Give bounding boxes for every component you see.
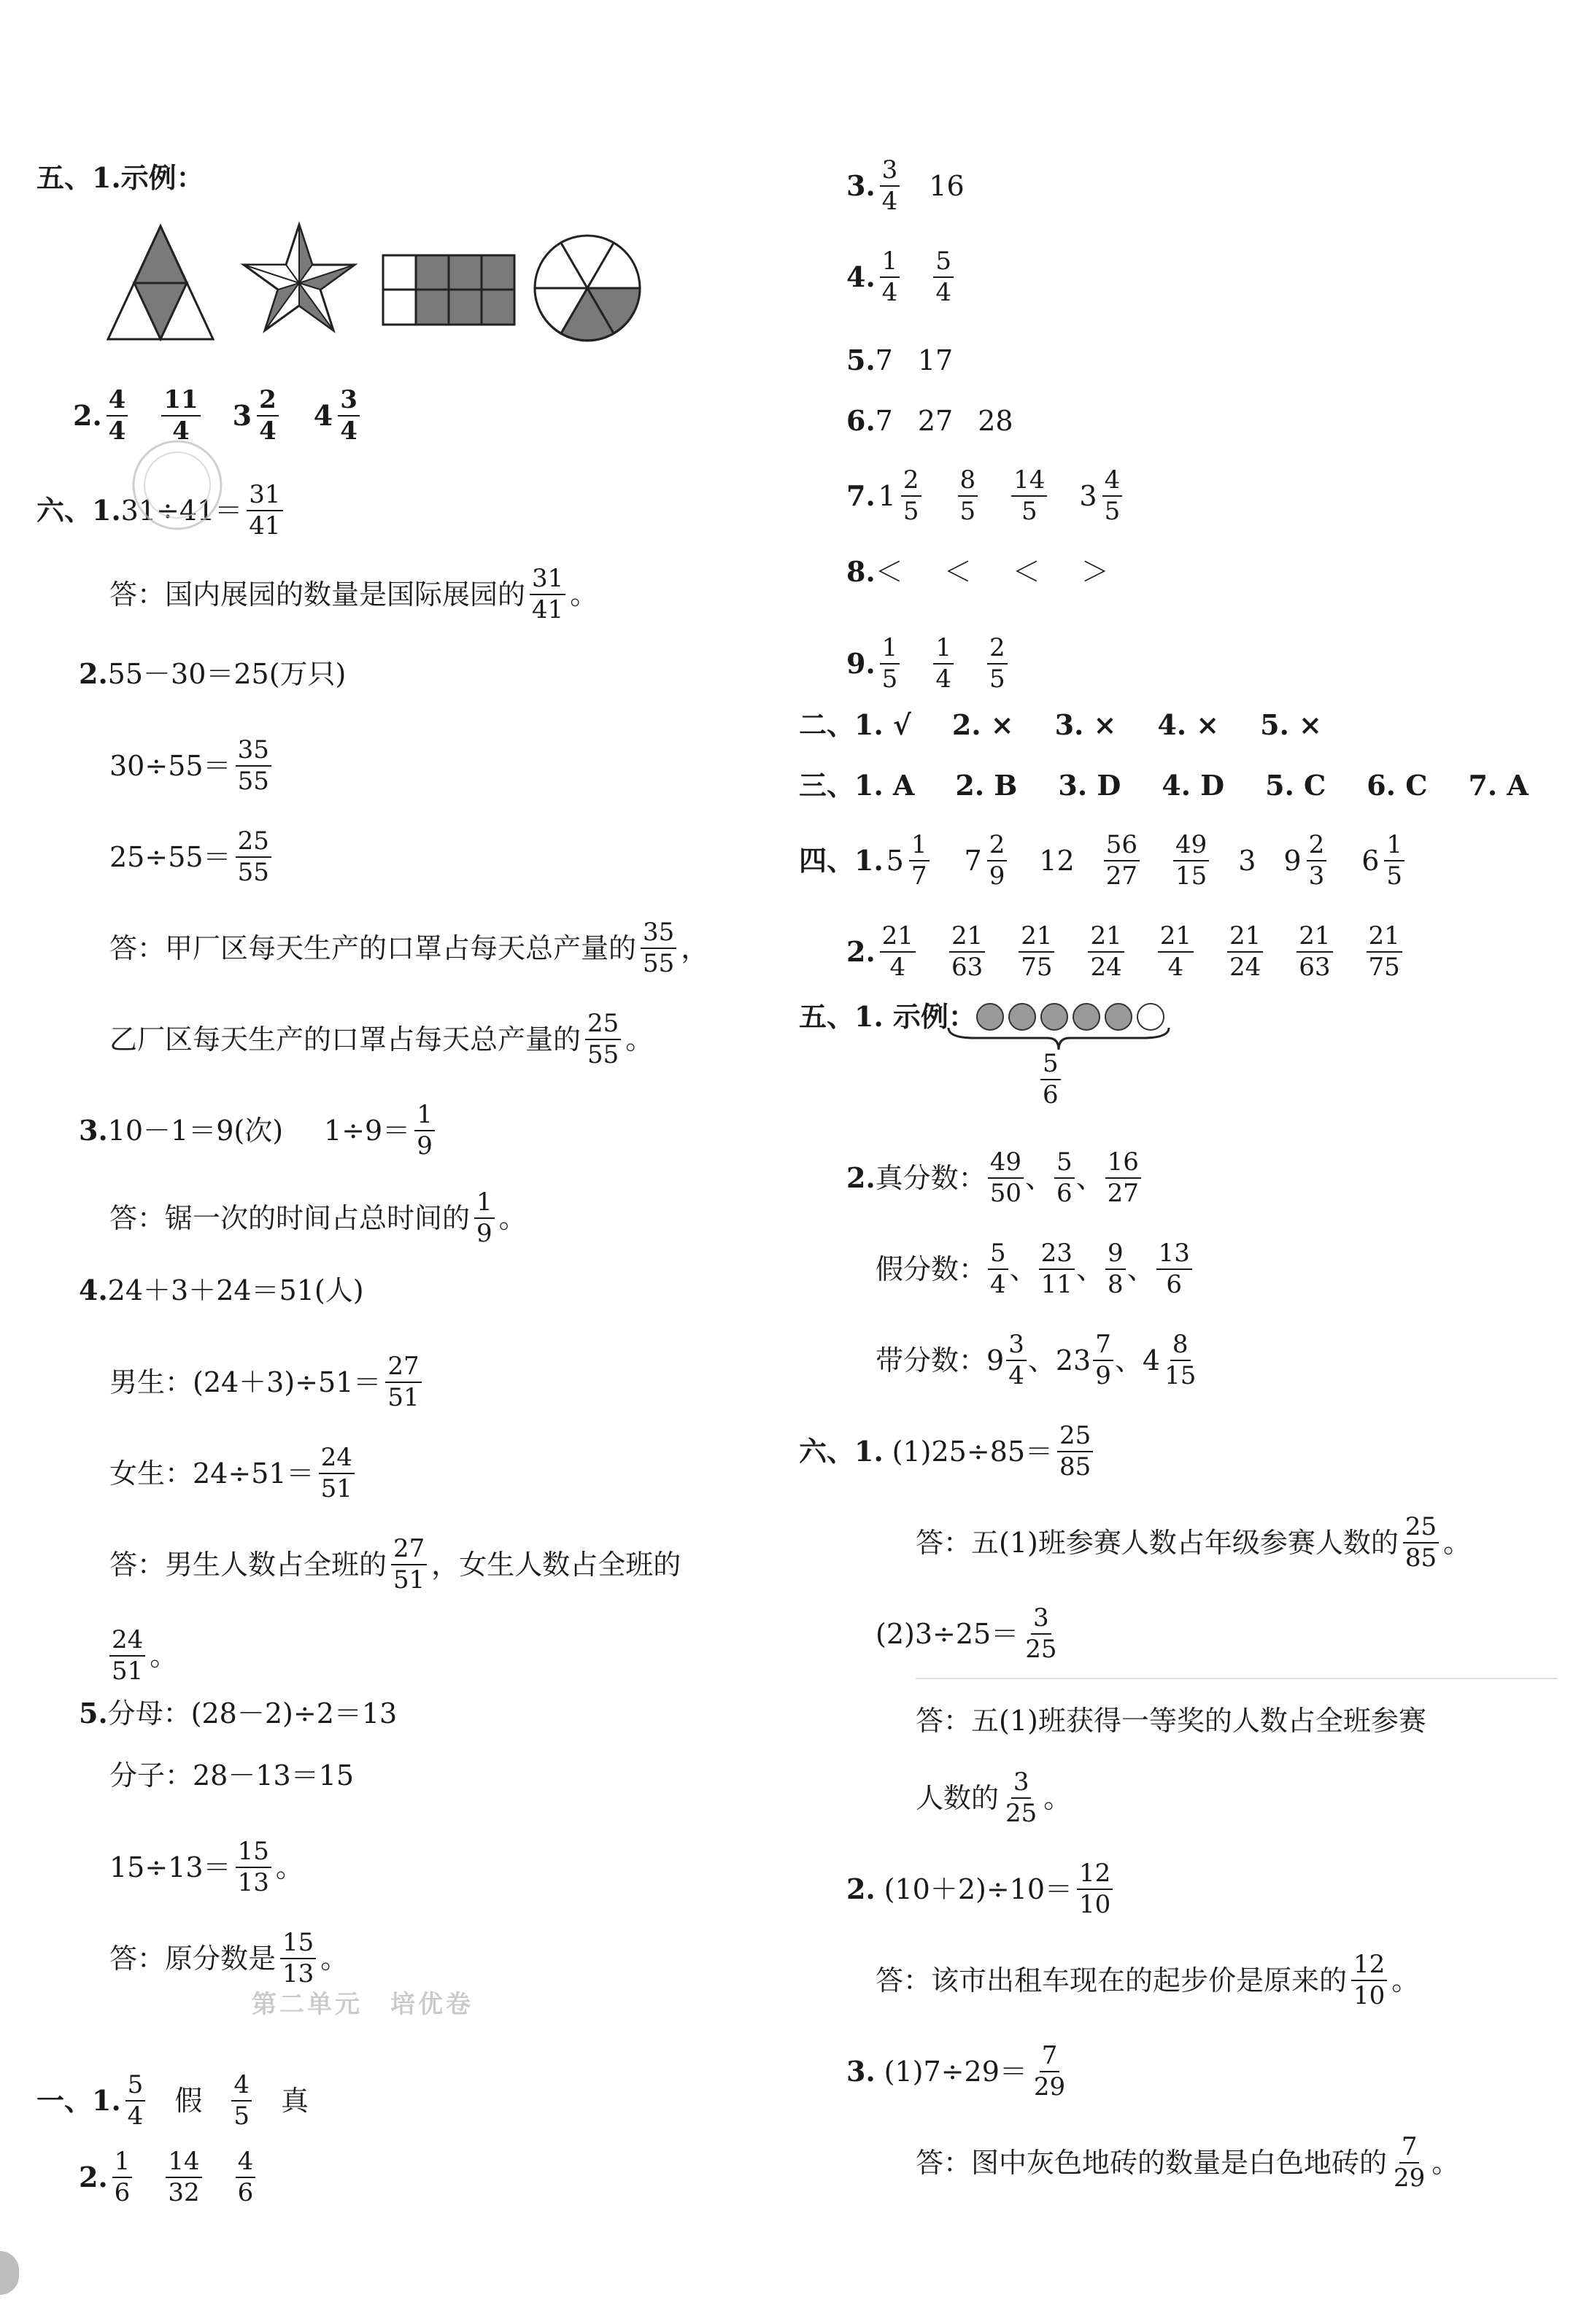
left-s6-q1-answer: 答：国内展园的数量是国际展园的 31 41 。 [109,564,598,624]
fraction: 4 4 [107,387,128,444]
right-s6-q1b-answer2: 人数的 3 25 。 [916,1767,1072,1828]
left-s1-q2: 2. 1 6 14 32 4 6 [79,2148,260,2206]
left-q4-answer: 答：男生人数占全班的 27 51 ，女生人数占全班的 [109,1534,681,1595]
right-s6-q2-answer: 答：该市出租车现在的起步价是原来的 12 10 。 [876,1950,1420,2010]
right-q3: 3. 3 4 16 [846,155,965,216]
left-q5-l3: 15÷13＝ 15 13 。 [109,1837,304,1897]
right-s6-q1b: (2)3÷25＝ 3 25 [876,1603,1057,1664]
right-s5-frac: 5 6 [1036,1050,1065,1108]
left-q2-l1: 2. 55－30＝25(万只) [79,657,347,690]
left-q3-answer: 答：锯一次的时间占总时间的 1 9 。 [109,1188,527,1248]
stamp-watermark [123,430,232,540]
right-q8: 8. ＜ ＜ ＜ ＞ [846,555,1109,588]
right-s6-q1a-answer: 答：五(1)班参赛人数占年级参赛人数的 25 85 。 [916,1512,1472,1573]
mixed-number: 4 3 4 [314,387,364,444]
divider [916,1678,1558,1679]
right-q7: 7. 1 2 5 8 5 14 5 3 4 5 [846,467,1129,524]
left-s6-q1: 六、1. 31÷41＝ 31 41 [36,481,287,539]
left-q2-l3: 25÷55＝ 25 55 [109,828,276,886]
left-s1-q1: 一、1. 5 4 假 4 5 真 [36,2070,309,2131]
right-q9: 9. 1 5 1 4 2 5 [846,635,1012,692]
right-s6-q1a: 六、1. (1)25÷85＝ 25 85 [799,1422,1097,1480]
left-q2-answer2: 乙厂区每天生产的口罩占每天总产量的 25 55 。 [109,1009,654,1069]
right-s2: 二、1. √ 2. × 3. × 4. × 5. × [799,708,1322,741]
right-improper: 假分数： 5 4 、 23 11 、 9 8 、 13 6 [876,1240,1194,1298]
left-q4-l3: 女生：24÷51＝ 24 51 [109,1444,359,1502]
left-s5-label: 五、1.示例： [36,161,204,194]
left-q2-l2: 30÷55＝ 35 55 [109,737,276,794]
right-q4: 4. 1 4 5 4 [846,248,958,306]
left-q5-answer: 答：原分数是 15 13 。 [109,1928,349,1988]
right-s5-q1: 五、1. 示例： [799,1003,1169,1031]
right-s6-q3-answer: 答：图中灰色地砖的数量是白色地砖的 7 29 。 [916,2132,1460,2193]
right-proper: 2. 真分数： 49 50 、 5 6 、 16 27 [846,1149,1143,1206]
left-q4-l2: 男生：(24＋3)÷51＝ 27 51 [109,1353,426,1411]
right-s6-q1b-answer1: 答：五(1)班获得一等奖的人数占全班参赛 [916,1705,1426,1737]
right-q6: 6. 7 27 28 [846,404,1013,437]
left-q2-answer1: 答：甲厂区每天生产的口罩占每天总产量的 35 55 ， [109,918,709,978]
mixed-number: 3 2 4 [233,387,283,444]
left-q4-l1: 4. 24＋3＋24＝51(人) [79,1274,364,1306]
right-s3: 三、1. A 2. B 3. D 4. D 5. C 6. C 7. A [799,769,1529,802]
brace [946,1025,1172,1054]
left-q3-l1: 3. 10－1＝9(次) 1÷9＝ 1 9 [79,1101,439,1159]
star-shape [244,225,355,330]
triangle-shape [108,226,213,339]
right-q5: 5. 7 17 [846,344,954,376]
left-q4-answer-cont: 24 51 。 [109,1627,177,1684]
section-title: 第二单元 培优卷 [252,1990,474,2019]
right-s4-q2: 2. 21 4 21 63 21 75 21 24 21 4 21 24 21 63 21 75 [846,923,1407,980]
fraction: 11 4 [161,387,200,444]
left-s5-q2: 2. 4 4 11 4 3 2 4 4 3 4 [73,387,367,444]
page-corner-tab [0,2251,19,2295]
right-s6-q2: 2. (10＋2)÷10＝ 12 10 [846,1860,1117,1918]
rectangle-grid-shape [383,255,514,325]
left-q5-l1: 5. 分母：(28－2)÷2＝13 [79,1697,398,1730]
left-q5-l2: 分子：28－13＝15 [109,1759,355,1792]
right-s6-q3: 3. (1)7÷29＝ 7 29 [846,2041,1066,2102]
circle-shape [535,236,640,341]
right-mixed: 带分数： 9 3 4 、 23 7 9 、 4 8 15 [876,1330,1197,1390]
right-s4-q1: 四、1. 5 1 7 7 2 9 12 56 27 49 15 3 9 2 3 6 1 5 [799,832,1412,889]
shape-examples [102,219,657,350]
